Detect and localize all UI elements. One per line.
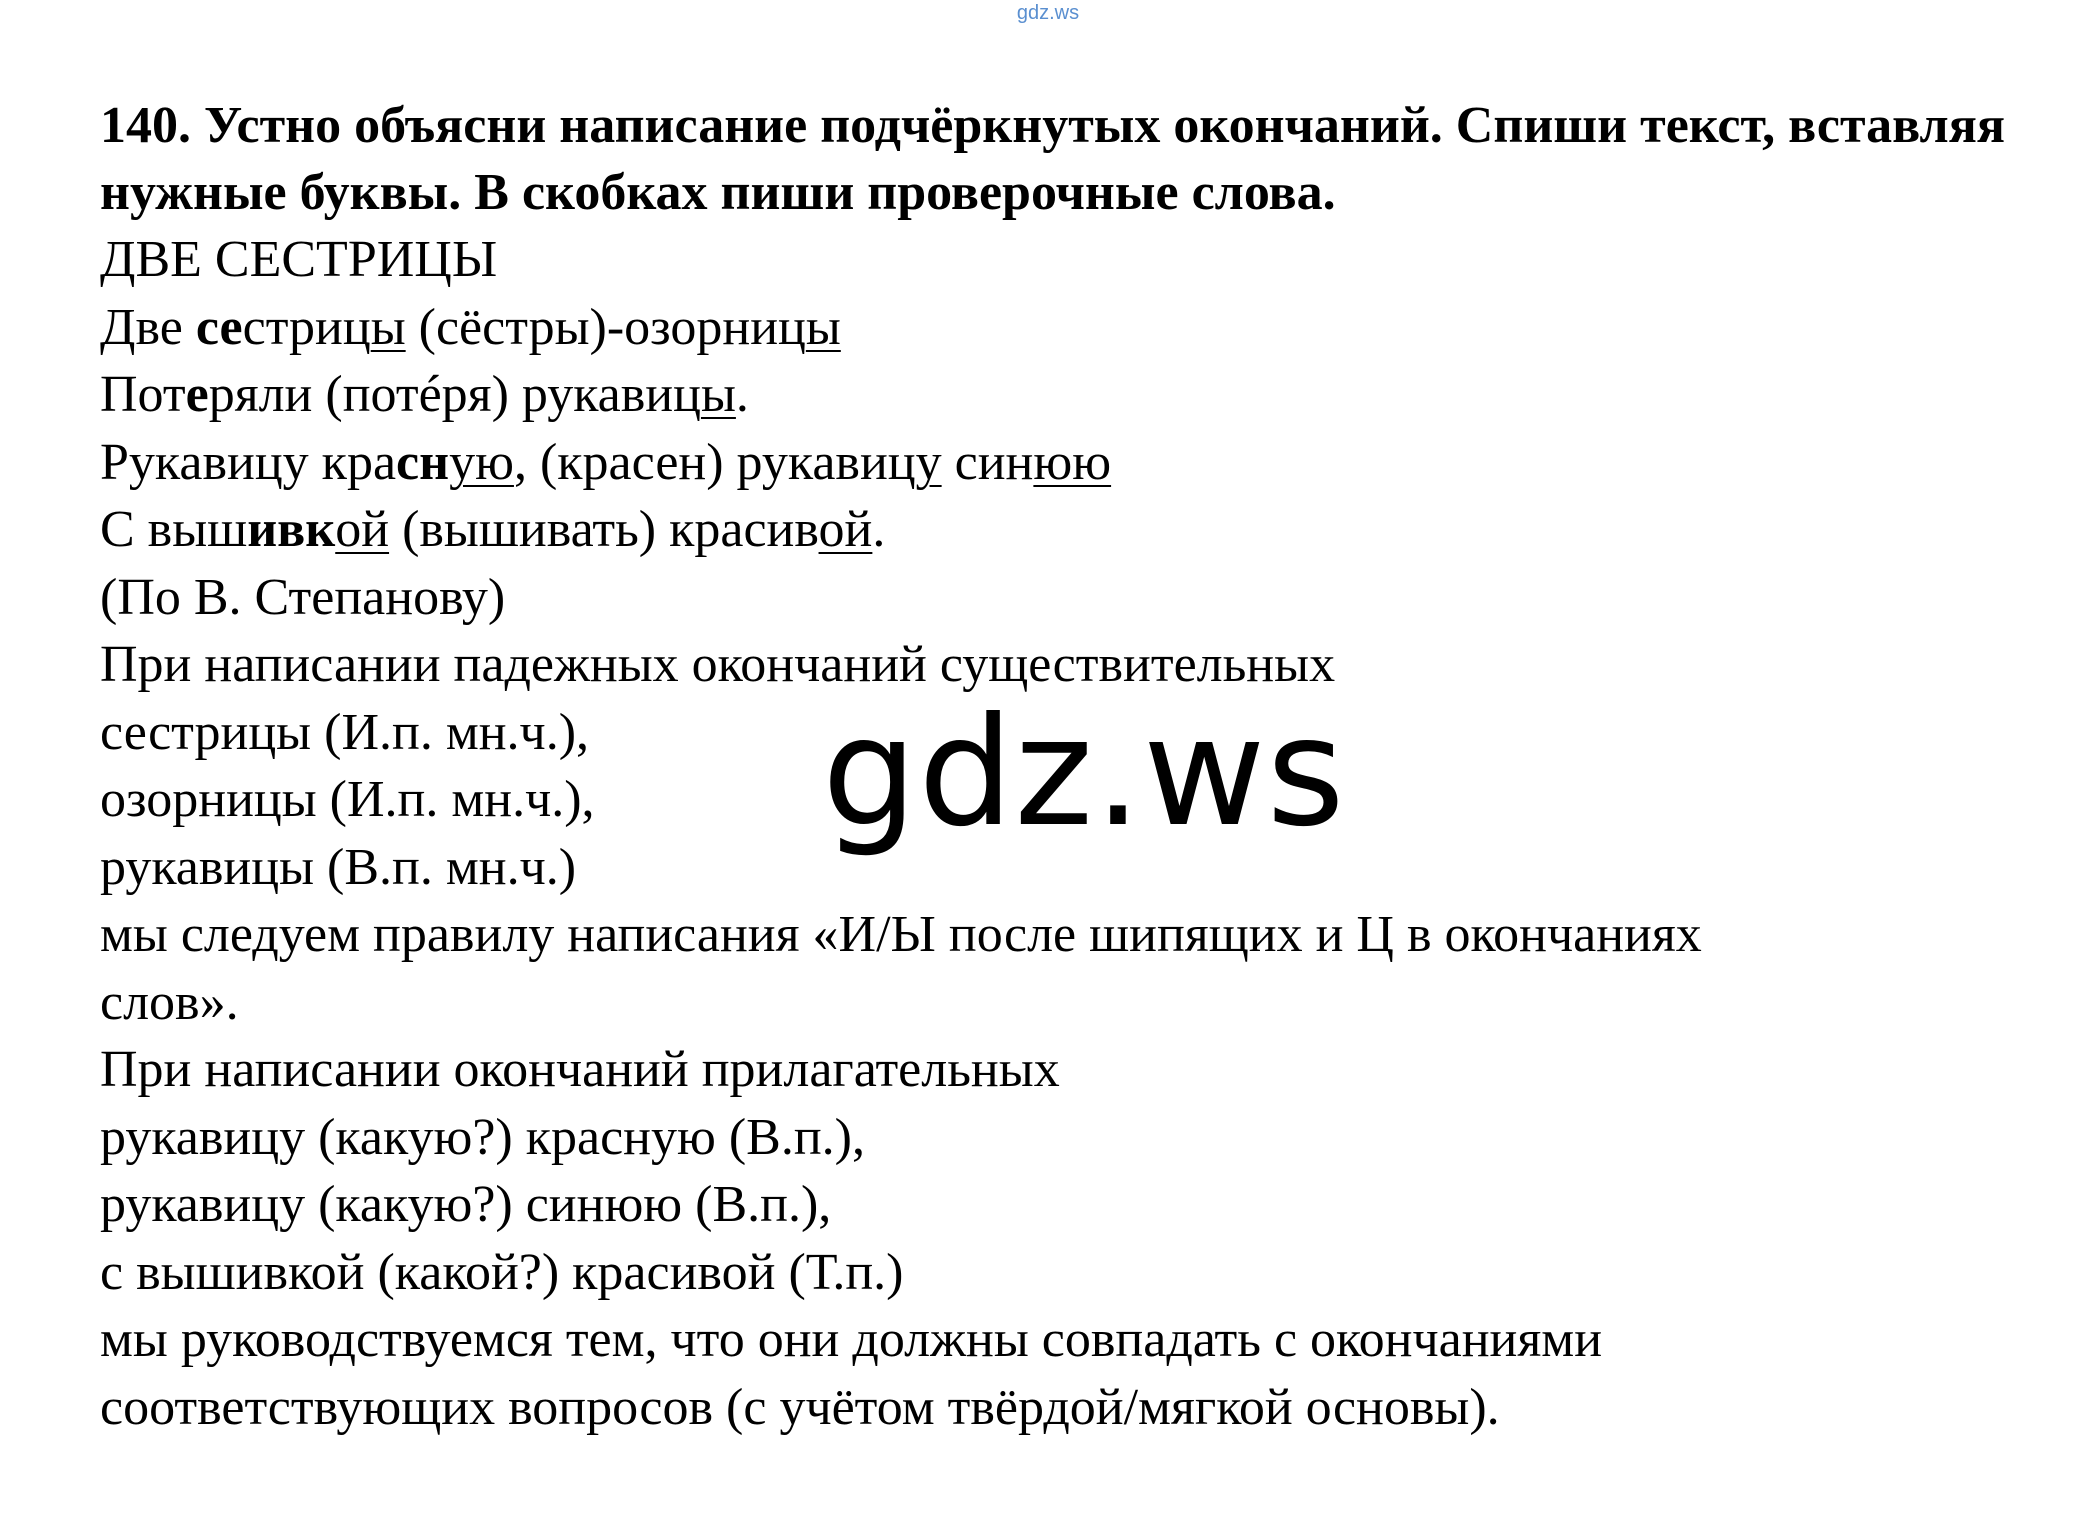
explanation-line: мы руководствуемся тем, что они должны совпадать с окончаниями [100, 1311, 1603, 1368]
bold-letters: се [195, 298, 243, 356]
poem-title: ДВЕ СЕСТРИЦЫ [100, 231, 498, 288]
poem-text: (вышивать) красив [389, 501, 819, 558]
explanation-line: рукавицу (какую?) синюю (В.п.), [100, 1176, 832, 1233]
poem-body [100, 294, 2060, 564]
explanation-line: слов». [100, 973, 239, 1031]
small-watermark: gdz.ws [1016, 2, 1080, 24]
underlined-ending: ую [449, 433, 514, 491]
poem-text: Две [100, 298, 196, 356]
explanation-line: мы следуем правилу написания «И/Ы после шипящих и Ц в окончаниях [100, 906, 1702, 963]
poem-line [100, 429, 2060, 497]
poem-text: син [941, 433, 1034, 491]
bold-letters: ивк [247, 501, 336, 558]
poem-text: (сёстры)-озорниц [405, 298, 806, 356]
poem-text: Пот [100, 366, 186, 423]
underlined-ending: у [915, 433, 942, 491]
underlined-ending: ы [700, 366, 736, 423]
poem-text: . [872, 501, 886, 558]
explanation-line: рукавицы (В.п. мн.ч.) [100, 838, 577, 896]
explanation-line: При написании падежных окончаний существительных [100, 636, 1336, 693]
poem-text: ряли (потéря) рукавиц [208, 366, 701, 423]
explanation-line: с вышивкой (какой?) красивой (Т.п.) [100, 1243, 904, 1301]
poem-line [100, 496, 2060, 564]
explanation-line: рукавицу (какую?) красную (В.п.), [100, 1108, 865, 1166]
underlined-ending: ой [818, 501, 873, 558]
poem-text: , (красен) рукавиц [513, 433, 916, 491]
poem-text: С выш [100, 501, 248, 558]
task-heading: 140. Устно объясни написание подчёркнутых окончаний. Спиши текст, вставляя нужные буквы. В скобках пиши проверочные слова. [100, 97, 2005, 221]
poem-line [100, 294, 2060, 362]
explanation-line: соответствующих вопросов (с учётом твёрдой/мягкой основы). [100, 1378, 1500, 1436]
bold-letters: е [185, 366, 209, 423]
poem-text: стриц [242, 298, 371, 356]
poem-text: Рукавицу кра [100, 433, 397, 491]
poem-text: . [735, 366, 749, 423]
explanation-line: При написании окончаний прилагательных [100, 1041, 1060, 1098]
explanation-line: озорницы (И.п. мн.ч.), [100, 771, 595, 828]
poem-line [100, 361, 2060, 429]
poem-source: (По В. Степанову) [100, 568, 506, 626]
underlined-ending: ой [335, 501, 390, 558]
explanation-line: сестрицы (И.п. мн.ч.), [100, 703, 590, 761]
bold-letters: сн [396, 433, 450, 491]
underlined-ending: ы [370, 298, 406, 356]
watermark-logo: gdz.ws [822, 686, 1346, 860]
underlined-ending: юю [1033, 433, 1112, 491]
underlined-ending: ы [805, 298, 841, 356]
